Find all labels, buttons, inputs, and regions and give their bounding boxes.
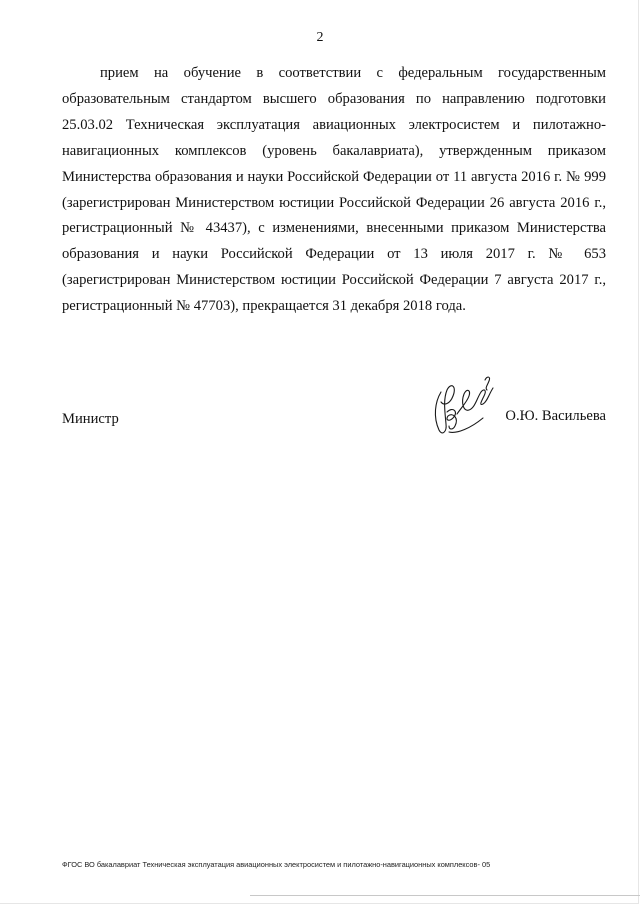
signature-block [62,372,606,442]
body-paragraph: прием на обучение в соответствии с федеральным государственным образовательным стандартом высшего образования по направлению подготовки 25.03.02 Техническая эксплуатация авиационных электросистем и пилотажно-навигационных комплексов (уровень бакалавриата), утвержденным приказом Министерства образования и науки Российской Федерации от 11 августа 2016 г. № 999 (зарегистрирован Министерством юстиции Российской Федерации 26 августа 2016 г., регистрационный № 43437), с изменениями, внесенными приказом Министерства образования и науки Российской Федерации от 13 июля 2017 г. № 653 (зарегистрирован Министерством юстиции Российской Федерации 7 августа 2017 г., регистрационный № 47703), прекращается 31 декабря 2018 года. [62,65,606,315]
document-footer: ФГОС ВО бакалавриат Техническая эксплуатация авиационных электросистем и пилотажно-навигационных комплексов- 05 [62,860,491,869]
signer-name: О.Ю. Васильева [505,408,606,424]
bottom-rule [250,895,640,896]
signer-title: Министр [62,411,119,427]
page-number: 2 [316,30,324,45]
signature-icon [427,372,505,438]
